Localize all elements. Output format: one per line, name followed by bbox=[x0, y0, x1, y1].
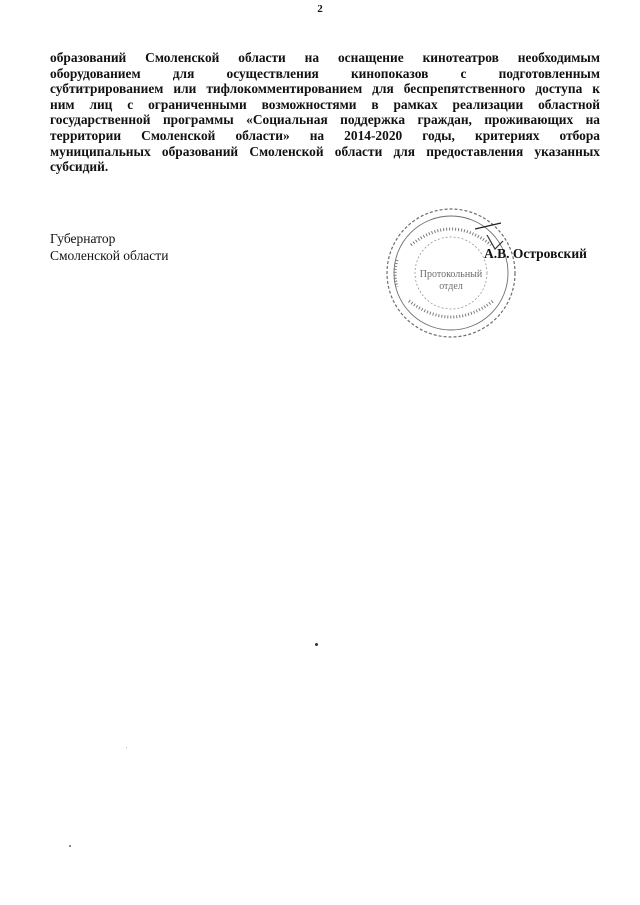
stamp-text: Протокольный bbox=[419, 269, 483, 280]
position-line: Губернатор bbox=[50, 231, 116, 246]
position-line: Смоленской области bbox=[50, 248, 169, 263]
body-line: образований Смоленской области на оснащение кинотеатров необходимым bbox=[50, 50, 600, 65]
signatory-name: А.В. Островский bbox=[484, 246, 587, 261]
body-line: оборудованием для осуществления кинопоказов с подготовленным bbox=[50, 65, 600, 81]
body-line: территории Смоленской области» на 2014-2020 годы, критериях отбора bbox=[50, 127, 600, 143]
signatory-position bbox=[50, 230, 168, 264]
scan-speck bbox=[315, 643, 318, 646]
body-line: ним лиц с ограниченными возможностями в рамках реализации областной bbox=[50, 96, 600, 112]
body-line: государственной программы «Социальная поддержка граждан, проживающих на bbox=[50, 112, 600, 128]
body-line: муниципальных образований Смоленской области для предоставления указанных bbox=[50, 143, 600, 159]
scan-speck bbox=[126, 747, 127, 748]
official-stamp bbox=[383, 205, 519, 341]
body-paragraph bbox=[50, 50, 600, 175]
body-line: субтитрированием или тифлокомментированием для беспрепятственного доступа к bbox=[50, 81, 600, 97]
stamp-text: отдел bbox=[439, 281, 463, 292]
body-line: субсидий. bbox=[50, 159, 109, 175]
page-number: 2 bbox=[317, 3, 323, 15]
scan-speck bbox=[69, 845, 71, 847]
